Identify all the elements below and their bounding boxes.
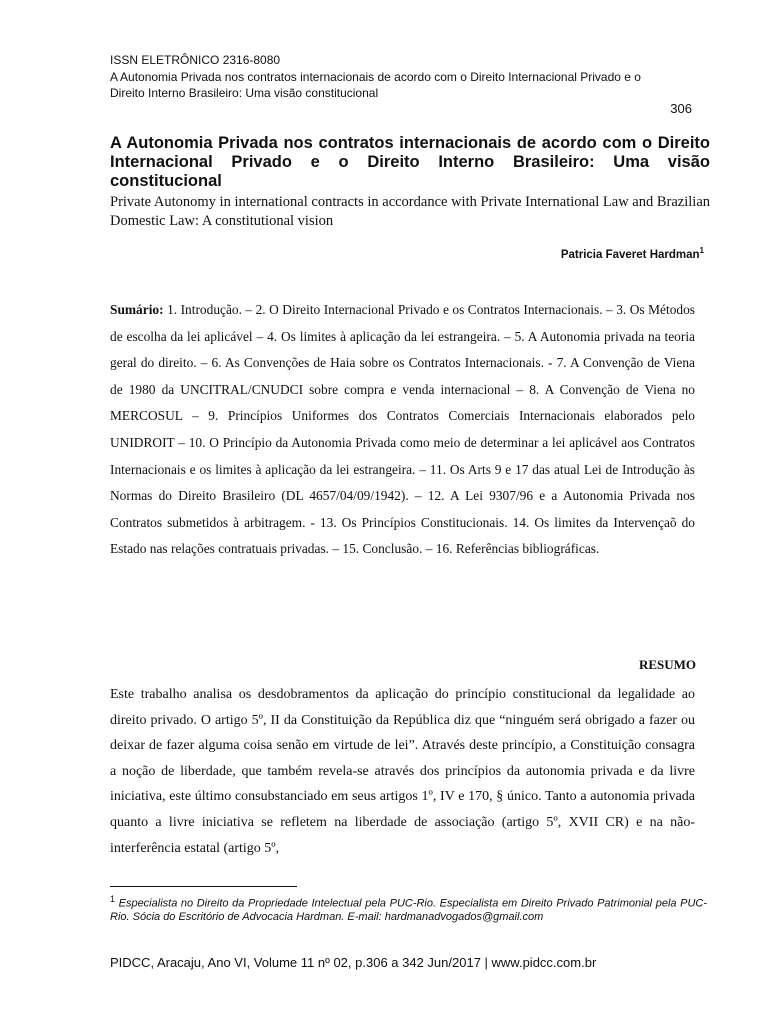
issn-line: ISSN ELETRÔNICO 2316-8080 — [110, 53, 281, 67]
abstract-paragraph: Este trabalho analisa os desdobramentos da aplicação do princípio constitucional da legalidade ao direito privado. O artigo 5º, II da Constituição da República diz que “ninguém será obrigado a fazer ou deixar de fazer alguma coisa senão em virtude de lei”. Através deste princípio, a Constituição consagra a noção de liberdade, que também revela-se através dos princípios da autonomia privada e da livre iniciativa, este último consubstanciado em seus artigos 1º, IV e 170, § único. Tanto a autonomia privada quanto a livre iniciativa se refletem na liberdade de associação (artigo 5º, XVII CR) e na não-interferência estatal (artigo 5º, — [110, 687, 695, 856]
footnote-mark: 1 — [110, 894, 116, 904]
footnote — [110, 893, 707, 925]
summary-label: Sumário: — [110, 302, 164, 317]
running-title-line-2: Direito Interno Brasileiro: Uma visão constitucional — [110, 86, 379, 100]
article-title: A Autonomia Privada nos contratos internacionais de acordo com o Direito Internacional Privado e o Direito Interno Brasileiro: Uma visão constitucional — [110, 134, 710, 190]
abstract-heading: RESUMO — [638, 657, 696, 672]
footnote-text: Especialista no Direito da Propriedade Intelectual pela PUC-Rio. Especialista em Direito Privado Patrimonial pela PUC-Rio. Sócia do Escritório de Advocacia Hardman. E-mail: hardmanadvogados@gmail.com — [110, 897, 707, 924]
footnote-divider — [110, 886, 297, 887]
article-subtitle: Private Autonomy in international contracts in accordance with Private International Law and Brazilian Domestic Law: A constitutional vision — [110, 194, 710, 229]
page-footer: PIDCC, Aracaju, Ano VI, Volume 11 nº 02, p.306 a 342 Jun/2017 | www.pidcc.com.br — [110, 955, 597, 970]
summary-text: 1. Introdução. – 2. O Direito Internacional Privado e os Contratos Internacionais. – 3. Os Métodos de escolha da lei aplicável – 4. Os limites à aplicação da lei estrangeira. – 5. A Autonomia privada na teoria geral do direito. – 6. As Convenções de Haia sobre os Contratos Internacionais. - 7. A Convenção de Viena de 1980 da UNCITRAL/CNUDCI sobre compra e venda internacional – 8. A Convenção de Viena no MERCOSUL – 9. Princípios Uniformes dos Contratos Comerciais Internacionais elaborados pelo UNIDROIT – 10. O Princípio da Autonomia Privada como meio de determinar a lei aplicável aos Contratos Internacionais e os limites à aplicação da lei estrangeira. – 11. Os Arts 9 e 17 das atual Lei de Introdução às Normas do Direito Brasileiro (DL 4657/04/09/1942). – 12. A Lei 9307/96 e a Autonomia Privada nos Contratos submetidos à arbitragem. - 13. Os Princípios Constitucionais. 14. Os limites da Intervençaõ do Estado nas relações contratuais privadas. – 15. Conclusão. – 16. Referências bibliográficas. — [110, 302, 695, 557]
running-header — [110, 52, 710, 102]
running-title-line-1: A Autonomia Privada nos contratos internacionais de acordo com o Direito Internacional Privado e o — [110, 69, 641, 84]
author-name — [561, 246, 704, 261]
author-name-text: Patricia Faveret Hardman — [560, 248, 700, 261]
author-footnote-mark[interactable]: 1 — [699, 246, 704, 255]
summary-paragraph — [110, 297, 695, 563]
page-number: 306 — [670, 101, 692, 116]
